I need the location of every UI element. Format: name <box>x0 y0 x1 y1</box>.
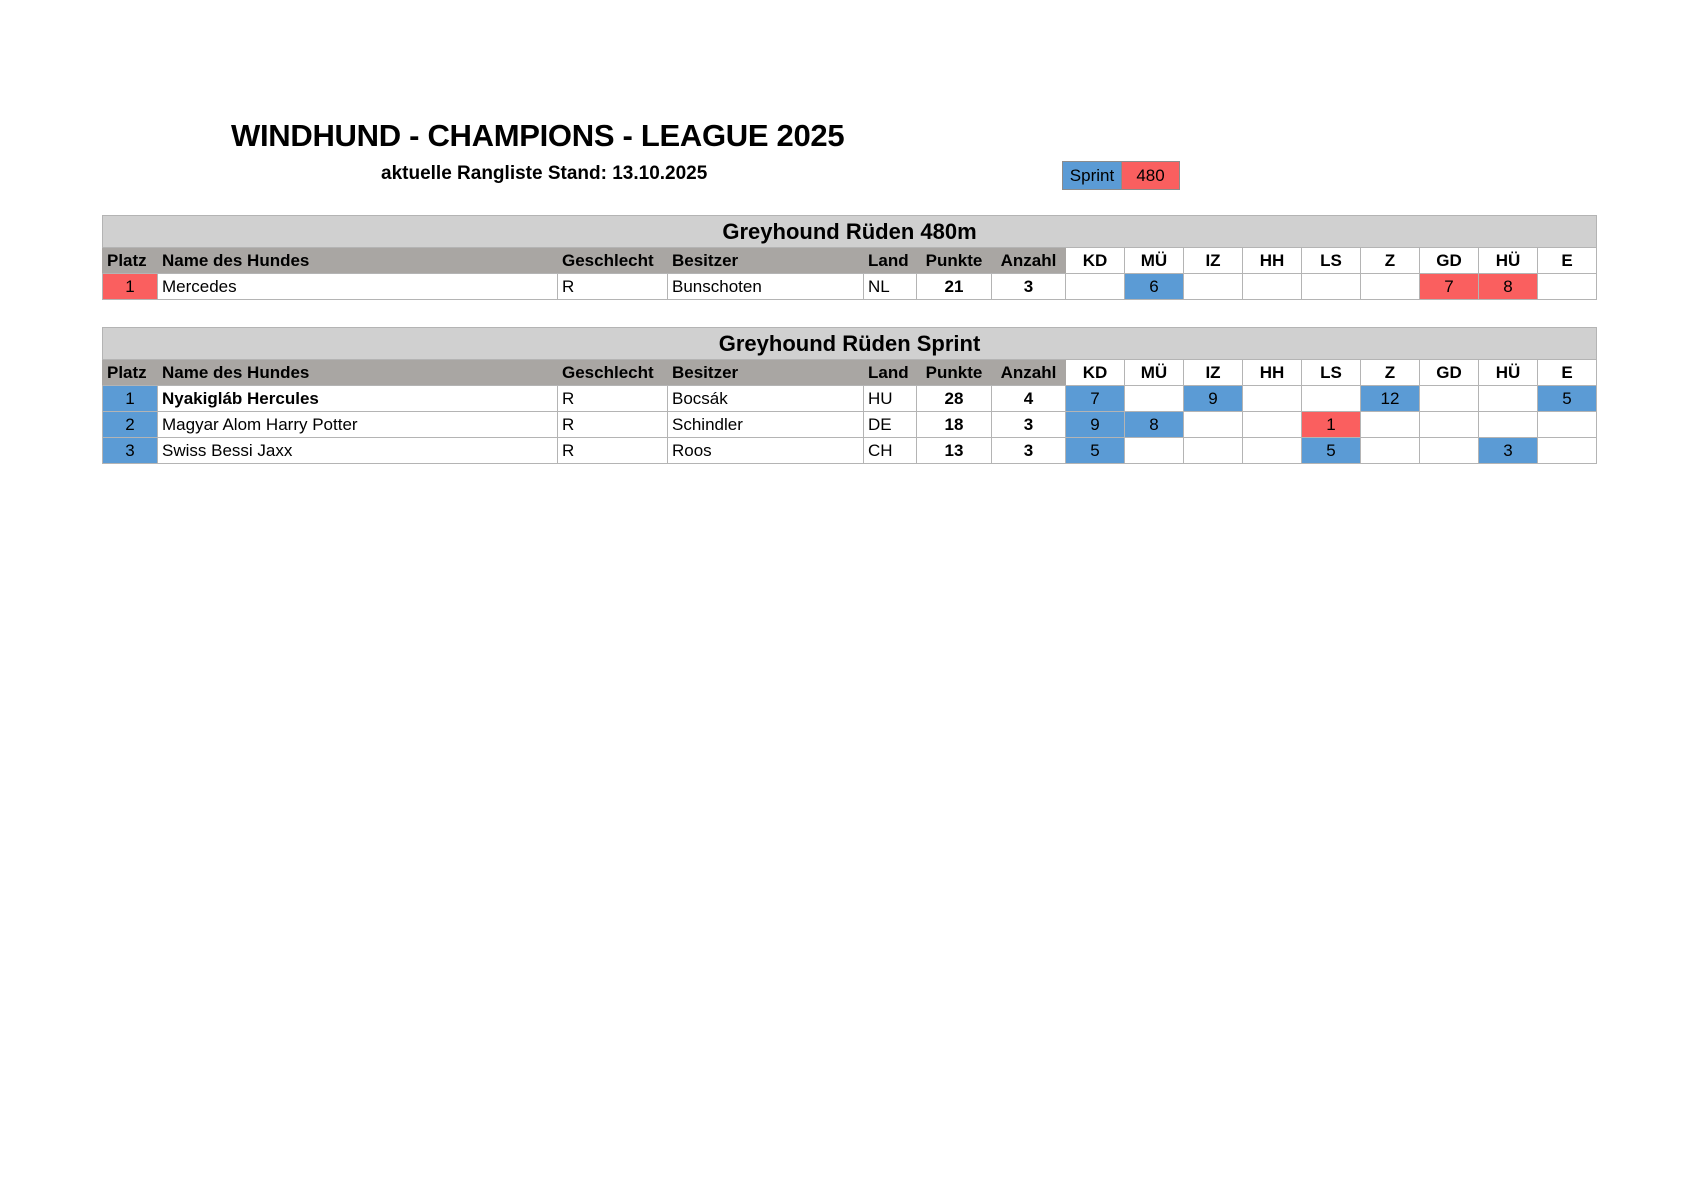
cell-event-result <box>1302 274 1361 300</box>
cell-event-result <box>1243 438 1302 464</box>
header-anzahl: Anzahl <box>992 248 1066 274</box>
cell-event-result <box>1302 386 1361 412</box>
cell-event-result: 8 <box>1125 412 1184 438</box>
page-title: WINDHUND - CHAMPIONS - LEAGUE 2025 <box>231 118 845 153</box>
cell-anzahl: 3 <box>992 412 1066 438</box>
cell-event-result: 12 <box>1361 386 1420 412</box>
cell-event-result: 9 <box>1066 412 1125 438</box>
header-row <box>103 360 1597 386</box>
cell-event-result <box>1243 412 1302 438</box>
cell-platz: 3 <box>103 438 158 464</box>
color-legend <box>1062 161 1180 190</box>
header-punkte: Punkte <box>917 360 992 386</box>
cell-event-result <box>1361 412 1420 438</box>
header-event: E <box>1538 360 1597 386</box>
cell-name: Nyakigláb Hercules <box>158 386 558 412</box>
cell-event-result <box>1538 438 1597 464</box>
header-event: HÜ <box>1479 360 1538 386</box>
cell-besitzer: Bunschoten <box>668 274 864 300</box>
header-punkte: Punkte <box>917 248 992 274</box>
header-name: Name des Hundes <box>158 360 558 386</box>
cell-name: Swiss Bessi Jaxx <box>158 438 558 464</box>
cell-event-result <box>1125 386 1184 412</box>
cell-event-result: 1 <box>1302 412 1361 438</box>
cell-name: Mercedes <box>158 274 558 300</box>
header-event: LS <box>1302 248 1361 274</box>
header-event: KD <box>1066 360 1125 386</box>
legend-480: 480 <box>1122 162 1179 189</box>
cell-anzahl: 3 <box>992 438 1066 464</box>
cell-event-result: 5 <box>1066 438 1125 464</box>
header-event: HÜ <box>1479 248 1538 274</box>
cell-event-result <box>1184 274 1243 300</box>
results-table-sprint <box>102 327 1597 464</box>
header-event: MÜ <box>1125 248 1184 274</box>
cell-land: NL <box>864 274 917 300</box>
cell-event-result <box>1538 412 1597 438</box>
cell-besitzer: Schindler <box>668 412 864 438</box>
table-row <box>103 438 1597 464</box>
cell-event-result <box>1243 386 1302 412</box>
cell-platz: 1 <box>103 274 158 300</box>
cell-event-result: 3 <box>1479 438 1538 464</box>
cell-geschlecht: R <box>558 274 668 300</box>
cell-event-result <box>1538 274 1597 300</box>
cell-event-result <box>1066 274 1125 300</box>
header-land: Land <box>864 248 917 274</box>
cell-event-result <box>1184 438 1243 464</box>
section-title-row <box>103 328 1597 360</box>
cell-punkte: 21 <box>917 274 992 300</box>
cell-event-result <box>1420 438 1479 464</box>
cell-land: DE <box>864 412 917 438</box>
header-event: LS <box>1302 360 1361 386</box>
header-geschlecht: Geschlecht <box>558 248 668 274</box>
header-event: MÜ <box>1125 360 1184 386</box>
page-subtitle: aktuelle Rangliste Stand: 13.10.2025 <box>381 163 708 184</box>
cell-land: HU <box>864 386 917 412</box>
header-event: IZ <box>1184 360 1243 386</box>
header-event: IZ <box>1184 248 1243 274</box>
cell-event-result <box>1479 386 1538 412</box>
cell-geschlecht: R <box>558 438 668 464</box>
header-besitzer: Besitzer <box>668 248 864 274</box>
cell-name: Magyar Alom Harry Potter <box>158 412 558 438</box>
header-platz: Platz <box>103 248 158 274</box>
cell-geschlecht: R <box>558 412 668 438</box>
cell-event-result: 7 <box>1420 274 1479 300</box>
table-row <box>103 412 1597 438</box>
header-besitzer: Besitzer <box>668 360 864 386</box>
cell-event-result: 7 <box>1066 386 1125 412</box>
cell-punkte: 28 <box>917 386 992 412</box>
header-event: HH <box>1243 248 1302 274</box>
header-geschlecht: Geschlecht <box>558 360 668 386</box>
section-title: Greyhound Rüden Sprint <box>103 328 1597 360</box>
cell-event-result <box>1420 412 1479 438</box>
section-title-row <box>103 216 1597 248</box>
cell-event-result: 8 <box>1479 274 1538 300</box>
header-event: Z <box>1361 248 1420 274</box>
header-event: KD <box>1066 248 1125 274</box>
cell-event-result: 5 <box>1538 386 1597 412</box>
cell-event-result: 9 <box>1184 386 1243 412</box>
cell-anzahl: 4 <box>992 386 1066 412</box>
cell-besitzer: Bocsák <box>668 386 864 412</box>
cell-geschlecht: R <box>558 386 668 412</box>
cell-punkte: 18 <box>917 412 992 438</box>
cell-punkte: 13 <box>917 438 992 464</box>
table-row <box>103 386 1597 412</box>
cell-event-result: 5 <box>1302 438 1361 464</box>
cell-event-result <box>1361 438 1420 464</box>
cell-event-result <box>1243 274 1302 300</box>
cell-platz: 2 <box>103 412 158 438</box>
table-row <box>103 274 1597 300</box>
legend-sprint: Sprint <box>1063 162 1122 189</box>
header-land: Land <box>864 360 917 386</box>
cell-besitzer: Roos <box>668 438 864 464</box>
cell-event-result <box>1361 274 1420 300</box>
header-event: HH <box>1243 360 1302 386</box>
cell-event-result <box>1125 438 1184 464</box>
cell-event-result: 6 <box>1125 274 1184 300</box>
cell-event-result <box>1479 412 1538 438</box>
header-platz: Platz <box>103 360 158 386</box>
header-anzahl: Anzahl <box>992 360 1066 386</box>
header-name: Name des Hundes <box>158 248 558 274</box>
section-title: Greyhound Rüden 480m <box>103 216 1597 248</box>
header-event: GD <box>1420 248 1479 274</box>
header-event: GD <box>1420 360 1479 386</box>
cell-platz: 1 <box>103 386 158 412</box>
results-table-480m <box>102 215 1597 300</box>
cell-event-result <box>1184 412 1243 438</box>
header-event: E <box>1538 248 1597 274</box>
cell-event-result <box>1420 386 1479 412</box>
header-event: Z <box>1361 360 1420 386</box>
cell-anzahl: 3 <box>992 274 1066 300</box>
header-row <box>103 248 1597 274</box>
cell-land: CH <box>864 438 917 464</box>
